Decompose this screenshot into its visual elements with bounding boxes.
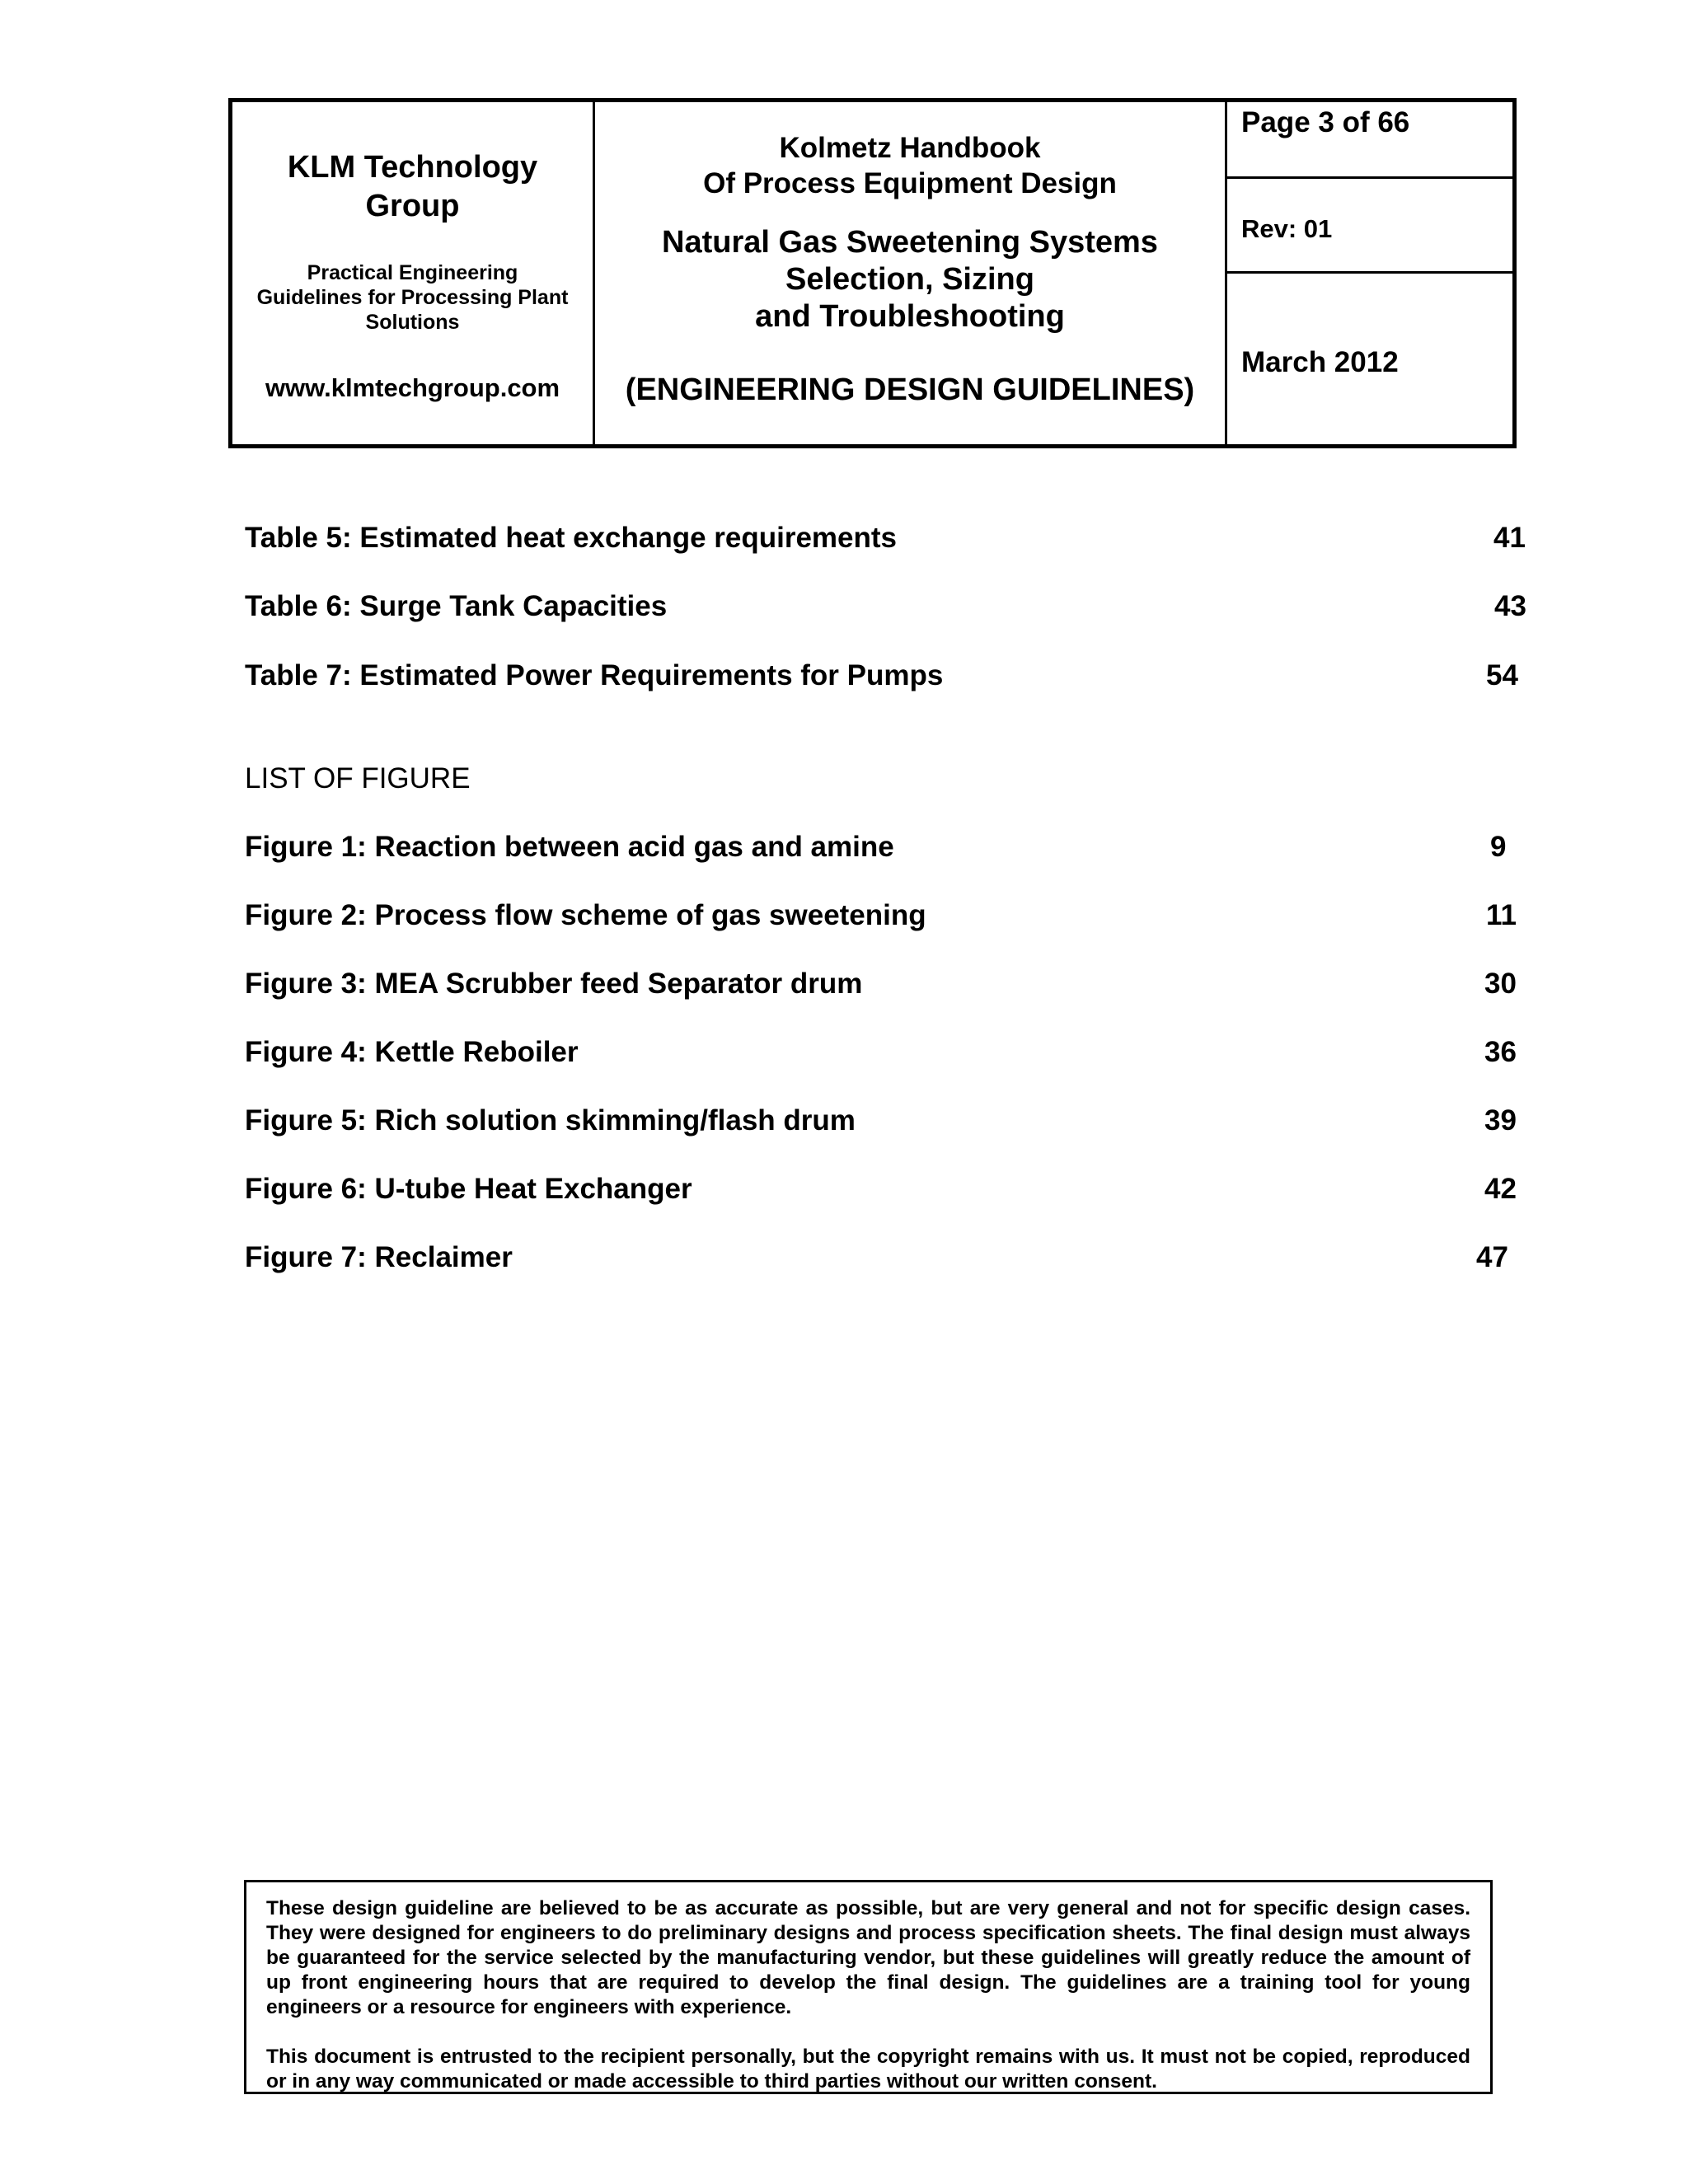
toc-entry-figure-3[interactable] — [245, 965, 1522, 1003]
toc-entry-page: 9 — [1490, 831, 1507, 863]
company-name-line1: KLM Technology — [287, 150, 538, 185]
toc-entry-figure-2[interactable] — [245, 897, 1522, 935]
toc-entry-title: Figure 1: Reaction between acid gas and amine — [245, 831, 894, 863]
toc-entry-page: 39 — [1484, 1104, 1517, 1137]
toc-entry-table-5[interactable] — [245, 519, 1526, 557]
toc-entry-page: 47 — [1476, 1241, 1508, 1273]
toc-entry-page: 43 — [1494, 590, 1526, 622]
disclaimer-paragraph-1: These design guideline are believed to be as accurate as possible, but are very general and not for specific design cases. They were designed for engineers to do preliminary designs and process specification sheets. The final design must always be guaranteed for the service selected by the manufacturing vendor, but these guidelines will greatly reduce the amount of up front engineering hours that are required to develop the final design. The guidelines are a training tool for young engineers or a resource for engineers with experience. — [266, 1897, 1470, 2018]
tagline-line1: Practical Engineering — [307, 261, 518, 284]
handbook-line1: Kolmetz Handbook — [779, 132, 1041, 164]
revision-cell — [1227, 179, 1512, 274]
page-number-cell — [1227, 102, 1512, 179]
handbook-line2: Of Process Equipment Design — [703, 167, 1117, 199]
title-line1: Natural Gas Sweetening Systems — [662, 225, 1158, 260]
toc-entry-page: 36 — [1484, 1036, 1517, 1068]
toc-entry-table-6[interactable] — [245, 588, 1526, 626]
toc-entry-page: 54 — [1486, 659, 1518, 691]
toc-entry-figure-7[interactable] — [245, 1239, 1522, 1277]
header-meta-cell — [1227, 102, 1512, 444]
toc-entry-title: Table 6: Surge Tank Capacities — [245, 590, 668, 622]
company-website: www.klmtechgroup.com — [265, 373, 560, 402]
toc-entry-figure-4[interactable] — [245, 1033, 1522, 1071]
company-tagline — [232, 260, 593, 335]
date-cell — [1227, 274, 1512, 444]
toc-entry-figure-5[interactable] — [245, 1102, 1522, 1140]
tagline-line3: Solutions — [365, 311, 460, 334]
toc-entry-figure-1[interactable] — [245, 828, 1522, 866]
toc-entry-title: Figure 7: Reclaimer — [245, 1241, 513, 1273]
header-company-cell — [232, 102, 595, 444]
toc-entry-title: Figure 4: Kettle Reboiler — [245, 1036, 579, 1068]
revision: Rev: 01 — [1241, 214, 1333, 243]
document-type: (ENGINEERING DESIGN GUIDELINES) — [625, 373, 1195, 407]
document-title — [595, 224, 1225, 335]
toc-entry-title: Figure 2: Process flow scheme of gas sweetening — [245, 899, 926, 931]
page-number: Page 3 of 66 — [1241, 106, 1410, 138]
toc-entry-title: Figure 6: U-tube Heat Exchanger — [245, 1173, 692, 1205]
toc-entry-figure-6[interactable] — [245, 1170, 1522, 1208]
toc-entry-title: Figure 5: Rich solution skimming/flash drum — [245, 1104, 856, 1137]
document-header — [228, 98, 1517, 448]
document-date: March 2012 — [1241, 346, 1399, 378]
toc-entry-page: 30 — [1484, 968, 1517, 1000]
handbook-name — [595, 130, 1225, 201]
title-line3: and Troubleshooting — [755, 299, 1065, 334]
toc-entry-title: Table 7: Estimated Power Requirements for Pumps — [245, 659, 944, 691]
toc-entry-page: 41 — [1493, 522, 1526, 554]
toc-entry-title: Table 5: Estimated heat exchange requirements — [245, 522, 898, 554]
toc-entry-title: Figure 3: MEA Scrubber feed Separator drum — [245, 968, 863, 1000]
company-name — [232, 148, 593, 226]
title-line2: Selection, Sizing — [785, 262, 1034, 297]
header-title-cell — [595, 102, 1227, 444]
list-of-figures-heading: LIST OF FIGURE — [245, 762, 471, 794]
toc-entry-page: 42 — [1484, 1173, 1517, 1205]
disclaimer-box — [244, 1880, 1493, 2094]
toc-entry-page: 11 — [1486, 899, 1517, 931]
tagline-line2: Guidelines for Processing Plant — [256, 286, 569, 309]
disclaimer-paragraph-2: This document is entrusted to the recipient personally, but the copyright remains with us. It must not be copied, reproduced or in any way communicated or made accessible to third parties without our written consent. — [266, 2046, 1470, 2093]
company-name-line2: Group — [365, 189, 460, 223]
toc-entry-table-7[interactable] — [245, 657, 1522, 695]
